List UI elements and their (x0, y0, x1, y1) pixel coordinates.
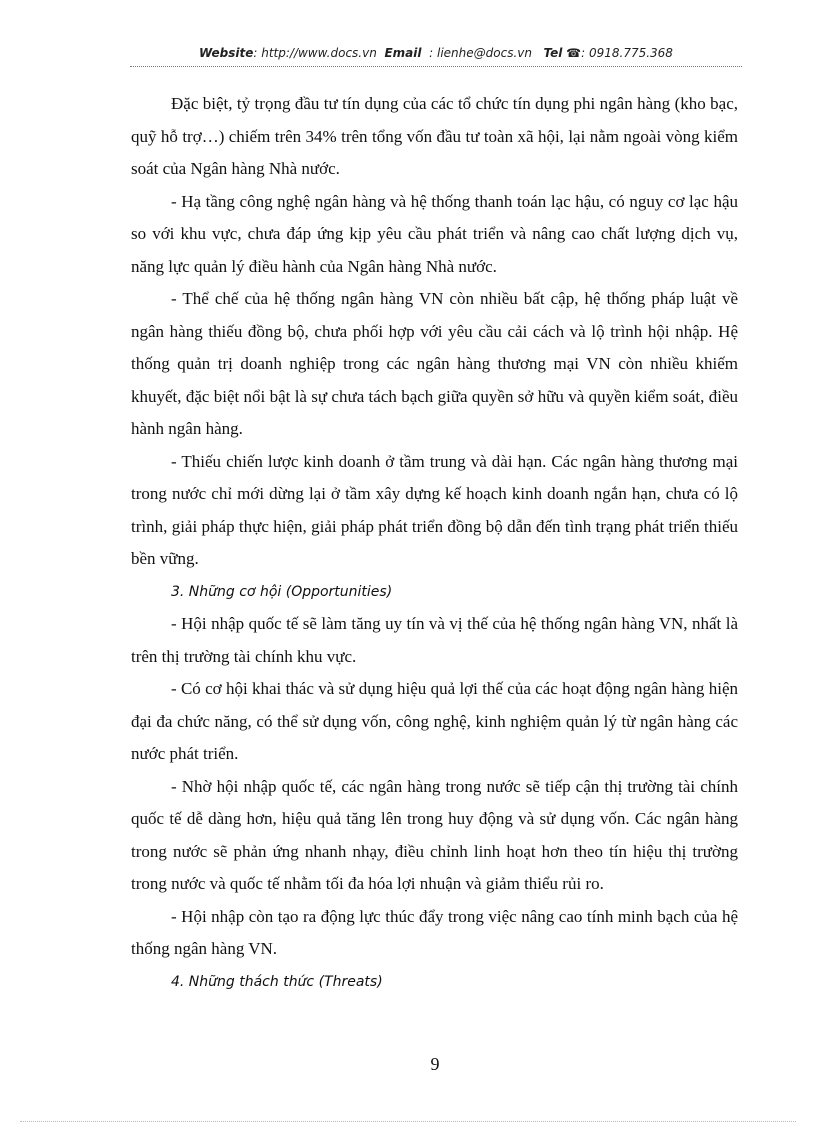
paragraph-reputation: - Hội nhập quốc tế sẽ làm tăng uy tín và vị thế của hệ thống ngân hàng VN, nhất là trên thị trường tài chính khu vực. (131, 614, 738, 666)
paragraph-institutions: - Thể chế của hệ thống ngân hàng VN còn nhiều bất cập, hệ thống pháp luật về ngân hàng thiếu đồng bộ, chưa phối hợp với yêu cầu cải cách và lộ trình hội nhập. Hệ thống quản trị doanh nghiệp trong các ngân hàng thương mại VN còn nhiều khiếm khuyết, đặc biệt nổi bật là sự chưa tách bạch giữa quyền sở hữu và quyền kiểm soát, điều hành ngân hàng. (131, 289, 738, 438)
document-body (131, 88, 738, 998)
email-link[interactable]: : lienhe@docs.vn (429, 46, 532, 60)
page-number: 9 (430, 1054, 440, 1074)
page-header (130, 46, 742, 60)
section-heading-threats: 4. Những thách thức (Threats) (171, 973, 383, 990)
paragraph-strategy: - Thiếu chiến lược kinh doanh ở tầm trung và dài hạn. Các ngân hàng thương mại trong nước chỉ mới dừng lại ở tầm xây dựng kế hoạch kinh doanh ngắn hạn, chưa có lộ trình, giải pháp thực hiện, giải pháp phát triển đồng bộ dẫn đến tình trạng phát triển thiếu bền vững. (131, 451, 738, 568)
email-label: Email (384, 46, 422, 60)
website-link[interactable]: : http://www.docs.vn (253, 46, 377, 60)
website-label: Website (199, 46, 254, 60)
paragraph-market-access: - Nhờ hội nhập quốc tế, các ngân hàng trong nước sẽ tiếp cận thị trường tài chính quốc tế dễ dàng hơn, hiệu quả tăng lên trong huy động và sử dụng vốn. Các ngân hàng trong nước sẽ phản ứng nhanh nhạy, điều chỉnh linh hoạt hơn theo tín hiệu thị trường trong nước và quốc tế nhằm tối đa hóa lợi nhuận và giảm thiểu rủi ro. (131, 776, 738, 893)
header-divider (130, 66, 742, 67)
tel-label: Tel (543, 46, 563, 60)
phone-icon: ☎ (566, 46, 582, 60)
footer-divider (20, 1121, 796, 1122)
section-heading-opportunities: 3. Những cơ hội (Opportunities) (171, 583, 393, 600)
paragraph-modern-banking: - Có cơ hội khai thác và sử dụng hiệu quả lợi thế của các hoạt động ngân hàng hiện đại đa chức năng, có thể sử dụng vốn, công nghệ, kinh nghiệm quản lý từ ngân hàng các nước phát triển. (131, 679, 738, 763)
paragraph-transparency: - Hội nhập còn tạo ra động lực thúc đẩy trong việc nâng cao tính minh bạch của hệ thống ngân hàng VN. (131, 906, 738, 958)
paragraph-credit-share: Đặc biệt, tỷ trọng đầu tư tín dụng của các tổ chức tín dụng phi ngân hàng (kho bạc, quỹ hỗ trợ…) chiếm trên 34% trên tổng vốn đầu tư toàn xã hội, lại nằm ngoài vòng kiểm soát của Ngân hàng Nhà nước. (131, 94, 738, 178)
paragraph-technology: - Hạ tầng công nghệ ngân hàng và hệ thống thanh toán lạc hậu, có nguy cơ lạc hậu so với khu vực, chưa đáp ứng kịp yêu cầu phát triển và nâng cao chất lượng dịch vụ, năng lực quản lý điều hành của Ngân hàng Nhà nước. (131, 191, 738, 276)
tel-value: : 0918.775.368 (581, 46, 673, 60)
